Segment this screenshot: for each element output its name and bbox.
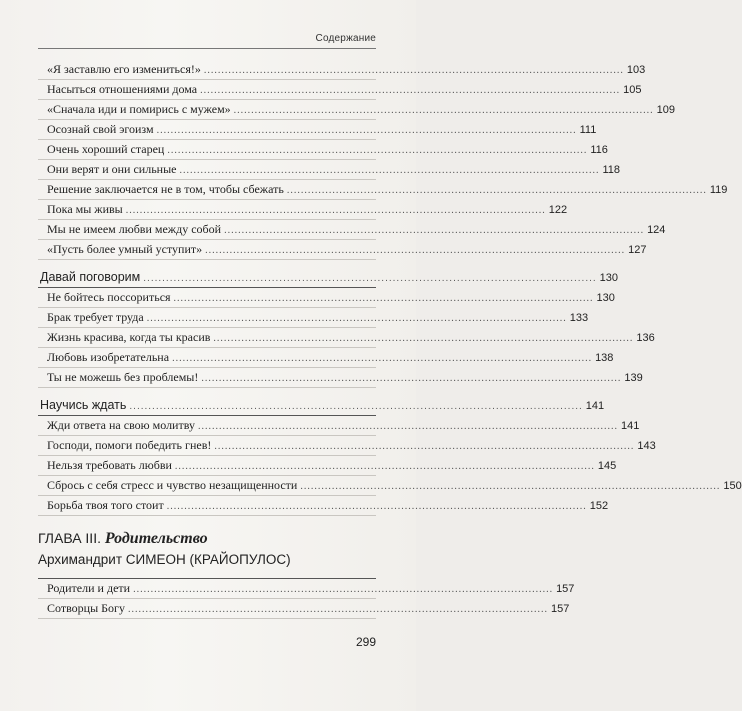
- toc-entry: [38, 220, 666, 240]
- toc-entry: [38, 140, 608, 160]
- entry-page-number: 152: [589, 500, 609, 512]
- section-heading-title: Давай поговорим: [40, 270, 141, 284]
- entry-title: Очень хороший старец: [47, 142, 165, 156]
- dot-leader: ........................................................................................................................: [179, 165, 600, 176]
- page-number: 299: [355, 635, 376, 649]
- entry-title: Решение заключается не в том, чтобы сбежать: [47, 182, 284, 196]
- entry-page-number: 157: [556, 583, 575, 595]
- dot-leader: ........................................................................................................................: [125, 205, 546, 216]
- chapter-title: Родительство: [104, 530, 208, 547]
- entry-page-number: 141: [620, 420, 640, 432]
- entry-page-number: 130: [599, 272, 619, 284]
- entry-title: Жди ответа на свою молитву: [47, 418, 195, 432]
- entry-title: Они верят и они сильные: [47, 162, 177, 176]
- toc-entry: [38, 160, 621, 180]
- toc-entry: [38, 180, 728, 200]
- toc-entry: [38, 308, 589, 328]
- dot-leader: ........................................................................................................................: [201, 373, 622, 384]
- section-heading: [38, 266, 619, 288]
- dot-leader: ........................................................................................................................: [166, 501, 587, 512]
- entry-page-number: 111: [579, 124, 597, 136]
- dot-leader: ........................................................................................................................: [224, 225, 645, 236]
- dot-leader: ........................................................................................................................: [143, 273, 597, 284]
- entry-page-number: 145: [597, 460, 617, 472]
- chapter-author: Архимандрит СИМЕОН (КРАЙОПУЛОС): [38, 552, 291, 567]
- entry-page-number: 116: [590, 144, 608, 156]
- dot-leader: ........................................................................................................................: [127, 604, 548, 615]
- entry-title: Осознай свой эгоизм: [47, 122, 154, 136]
- entry-page-number: 127: [628, 244, 647, 256]
- dot-leader: ........................................................................................................................: [133, 584, 554, 595]
- toc-entry: [38, 348, 614, 368]
- dot-leader: ........................................................................................................................: [214, 441, 635, 452]
- toc-entry: [38, 579, 575, 599]
- section-heading: [38, 394, 605, 416]
- entry-title: Ты не можешь без проблемы!: [47, 370, 199, 384]
- toc-entry: [38, 368, 643, 388]
- entry-title: «Пусть более умный уступит»: [47, 242, 203, 256]
- table-of-contents: [38, 60, 742, 516]
- entry-page-number: 141: [585, 400, 605, 412]
- entry-page-number: 157: [550, 603, 570, 615]
- dot-leader: ........................................................................................................................: [233, 105, 654, 116]
- toc-entry: [38, 456, 617, 476]
- entry-page-number: 119: [709, 184, 728, 196]
- entry-title: Пока мы живы: [47, 202, 123, 216]
- dot-leader: ........................................................................................................................: [129, 401, 583, 412]
- toc-entry: [38, 60, 646, 80]
- entry-page-number: 130: [596, 292, 615, 304]
- dot-leader: ........................................................................................................................: [172, 353, 593, 364]
- entry-title: Нельзя требовать любви: [47, 458, 172, 472]
- dot-leader: ........................................................................................................................: [200, 85, 621, 96]
- dot-leader: ........................................................................................................................: [197, 421, 618, 432]
- entry-title: Не бойтесь поссориться: [47, 290, 171, 304]
- entry-title: Насыться отношениями дома: [47, 82, 198, 96]
- entry-page-number: 118: [602, 164, 621, 176]
- dot-leader: ........................................................................................................................: [156, 125, 577, 136]
- entry-page-number: 136: [636, 332, 655, 344]
- chapter-label: ГЛАВА III.: [38, 530, 101, 546]
- entry-page-number: 109: [656, 104, 676, 116]
- dot-leader: ........................................................................................................................: [300, 481, 721, 492]
- dot-leader: ........................................................................................................................: [286, 185, 707, 196]
- header-rule: [38, 48, 376, 49]
- toc-entry: [38, 496, 609, 516]
- entry-title: Мы не имеем любви между собой: [47, 222, 222, 236]
- entry-title: Сбрось с себя стресс и чувство незащищенности: [47, 478, 298, 492]
- entry-title: Борьба твоя того стоит: [47, 498, 164, 512]
- toc-entry: [38, 80, 642, 100]
- entry-page-number: 103: [626, 64, 646, 76]
- dot-leader: ........................................................................................................................: [146, 313, 567, 324]
- toc-entry: [38, 240, 647, 260]
- toc-entry: [38, 200, 568, 220]
- toc-entry: [38, 416, 640, 436]
- toc-entry: [38, 120, 597, 140]
- toc-entry: [38, 328, 655, 348]
- entry-page-number: 122: [548, 204, 568, 216]
- running-head: Содержание: [315, 33, 376, 44]
- dot-leader: ........................................................................................................................: [205, 245, 626, 256]
- entry-title: Любовь изобретательна: [47, 350, 170, 364]
- entry-page-number: 143: [637, 440, 656, 452]
- chapter-heading: [38, 530, 208, 548]
- dot-leader: ........................................................................................................................: [167, 145, 588, 156]
- dot-leader: ........................................................................................................................: [174, 461, 595, 472]
- entry-title: Жизнь красива, когда ты красив: [47, 330, 211, 344]
- entry-title: Брак требует труда: [47, 310, 144, 324]
- entry-page-number: 133: [569, 312, 589, 324]
- entry-page-number: 124: [647, 224, 666, 236]
- toc-entry: [38, 288, 615, 308]
- dot-leader: ........................................................................................................................: [173, 293, 594, 304]
- entry-title: «Я заставлю его измениться!»: [47, 62, 201, 76]
- toc-entry: [38, 476, 742, 496]
- toc-entry: [38, 436, 656, 456]
- entry-title: Сотворцы Богу: [47, 601, 125, 615]
- entry-title: Родители и дети: [47, 581, 131, 595]
- toc-entry: [38, 100, 676, 120]
- toc-entry: [38, 599, 570, 619]
- entry-page-number: 150: [723, 480, 742, 492]
- entry-title: «Сначала иди и помирись с мужем»: [47, 102, 231, 116]
- dot-leader: ........................................................................................................................: [213, 333, 634, 344]
- entry-page-number: 138: [595, 352, 614, 364]
- entry-page-number: 105: [623, 84, 642, 96]
- section-heading-title: Научись ждать: [40, 398, 127, 412]
- dot-leader: ........................................................................................................................: [203, 65, 624, 76]
- chapter-contents: [38, 578, 575, 619]
- entry-title: Господи, помоги победить гнев!: [47, 438, 212, 452]
- entry-page-number: 139: [624, 372, 643, 384]
